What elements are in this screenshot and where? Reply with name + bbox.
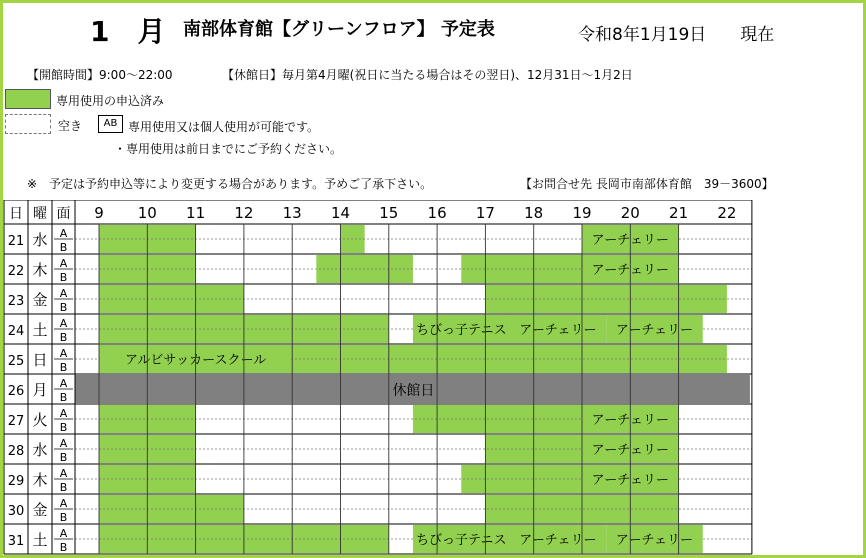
- booking-label: アーチェリー: [591, 443, 669, 458]
- legend-booked-swatch: [5, 89, 51, 109]
- day-number: 28: [7, 444, 25, 459]
- booking-label: アーチェリー: [615, 533, 694, 548]
- header-hour-18: 18: [524, 204, 544, 222]
- header-weekday: 曜: [33, 206, 47, 222]
- header-court: 面: [56, 206, 71, 222]
- legend-ab-box: AB: [98, 115, 123, 133]
- weekday: 金: [32, 501, 48, 519]
- weekday: 日: [32, 351, 48, 369]
- header-hour-22: 22: [717, 204, 737, 222]
- court-b: B: [59, 271, 68, 284]
- weekday: 水: [32, 441, 48, 459]
- schedule-row-27: [8, 405, 752, 434]
- schedule-row-22: [8, 255, 752, 284]
- court-b: B: [59, 421, 68, 434]
- court-a: A: [59, 497, 68, 510]
- court-b: B: [59, 481, 68, 494]
- page-title: 南部体育館【グリーンフロア】 予定表: [183, 19, 495, 40]
- header-hour-13: 13: [282, 204, 302, 222]
- court-b: B: [59, 301, 68, 314]
- day-number: 24: [7, 324, 25, 339]
- weekday: 木: [32, 471, 48, 489]
- legend-reservation-note: ・専用使用は前日までにご予約ください。: [114, 142, 343, 156]
- header-hour-21: 21: [669, 204, 689, 222]
- court-a: A: [59, 527, 68, 540]
- schedule-row-23: [8, 285, 752, 314]
- court-a: A: [59, 287, 68, 300]
- header-hour-20: 20: [620, 204, 640, 222]
- court-a: A: [59, 377, 68, 390]
- booking-label: アーチェリー: [591, 413, 669, 428]
- weekday: 火: [32, 411, 48, 429]
- schedule-row-24: [8, 315, 752, 344]
- day-number: 23: [7, 294, 25, 309]
- header-hour-19: 19: [572, 204, 592, 222]
- booking-label: ちびっ子テニス: [416, 323, 507, 338]
- weekday: 木: [32, 261, 48, 279]
- day-number: 26: [7, 384, 25, 399]
- booking-label: アーチェリー: [591, 233, 669, 248]
- header-hour-14: 14: [330, 204, 351, 222]
- booking-label: アーチェリー: [615, 323, 694, 338]
- day-number: 31: [7, 534, 25, 549]
- weekday: 土: [32, 531, 48, 549]
- court-b: B: [59, 391, 68, 404]
- weekday: 水: [32, 231, 48, 249]
- header-hour-15: 15: [379, 204, 399, 222]
- court-a: A: [59, 467, 68, 480]
- court-a: A: [59, 257, 68, 270]
- schedule-row-26: [8, 375, 750, 404]
- weekday: 金: [32, 291, 48, 309]
- booking-block: [485, 285, 727, 313]
- day-number: 25: [7, 354, 25, 369]
- booking-label: アルビサッカースクール: [124, 353, 267, 368]
- schedule-row-21: [8, 225, 752, 254]
- schedule-row-28: [8, 435, 752, 464]
- court-a: A: [59, 407, 68, 420]
- court-b: B: [59, 511, 68, 524]
- as-of-date: 令和8年1月19日 現在: [578, 25, 775, 45]
- court-b: B: [59, 241, 68, 254]
- day-number: 29: [7, 474, 25, 489]
- court-a: A: [59, 437, 68, 450]
- day-number: 27: [7, 414, 25, 429]
- weekday: 月: [32, 381, 48, 399]
- schedule-grid: [0, 200, 866, 558]
- change-notice: ※ 予定は予約申込等により変更する場合があります。予めご了承下さい。: [27, 177, 433, 191]
- header-hour-9: 9: [94, 204, 104, 222]
- header-hour-12: 12: [234, 204, 254, 222]
- court-b: B: [59, 361, 68, 374]
- booking-label: アーチェリー: [519, 323, 597, 338]
- header-hour-11: 11: [186, 204, 206, 222]
- schedule-row-30: [8, 495, 752, 524]
- court-a: A: [59, 227, 68, 240]
- header-hour-16: 16: [427, 204, 447, 222]
- header-hour-10: 10: [137, 204, 157, 222]
- court-b: B: [59, 331, 68, 344]
- court-b: B: [59, 541, 68, 554]
- court-b: B: [59, 451, 68, 464]
- opening-hours: 【開館時間】9:00～22:00: [27, 68, 173, 82]
- booking-label: アーチェリー: [591, 473, 669, 488]
- booking-label: アーチェリー: [591, 263, 669, 278]
- day-number: 22: [7, 264, 25, 279]
- schedule-row-29: [8, 465, 752, 494]
- schedule-row-31: [8, 525, 752, 554]
- booking-label: アーチェリー: [519, 533, 597, 548]
- legend-empty-label: 空き: [58, 119, 83, 133]
- booking-label: ちびっ子テニス: [416, 533, 507, 548]
- day-number: 30: [7, 504, 25, 519]
- closed-days: 【休館日】毎月第4月曜(祝日に当たる場合はその翌日)、12月31日～1月2日: [222, 68, 633, 82]
- court-a: A: [59, 317, 68, 330]
- schedule-row-25: [8, 345, 752, 374]
- legend-booked-label: 専用使用の申込済み: [56, 94, 165, 108]
- legend-empty-swatch: [5, 114, 51, 134]
- header-hour-17: 17: [475, 204, 495, 222]
- legend-ab-label: 専用使用又は個人使用が可能です。: [128, 120, 320, 134]
- weekday: 土: [32, 321, 48, 339]
- court-a: A: [59, 347, 68, 360]
- month-title: 1 月: [90, 15, 166, 48]
- day-number: 21: [7, 234, 25, 249]
- header-day: 日: [9, 206, 23, 222]
- closed-label: 休館日: [392, 383, 435, 399]
- contact-info: 【お問合せ先 長岡市南部体育館 39－3600】: [520, 177, 774, 191]
